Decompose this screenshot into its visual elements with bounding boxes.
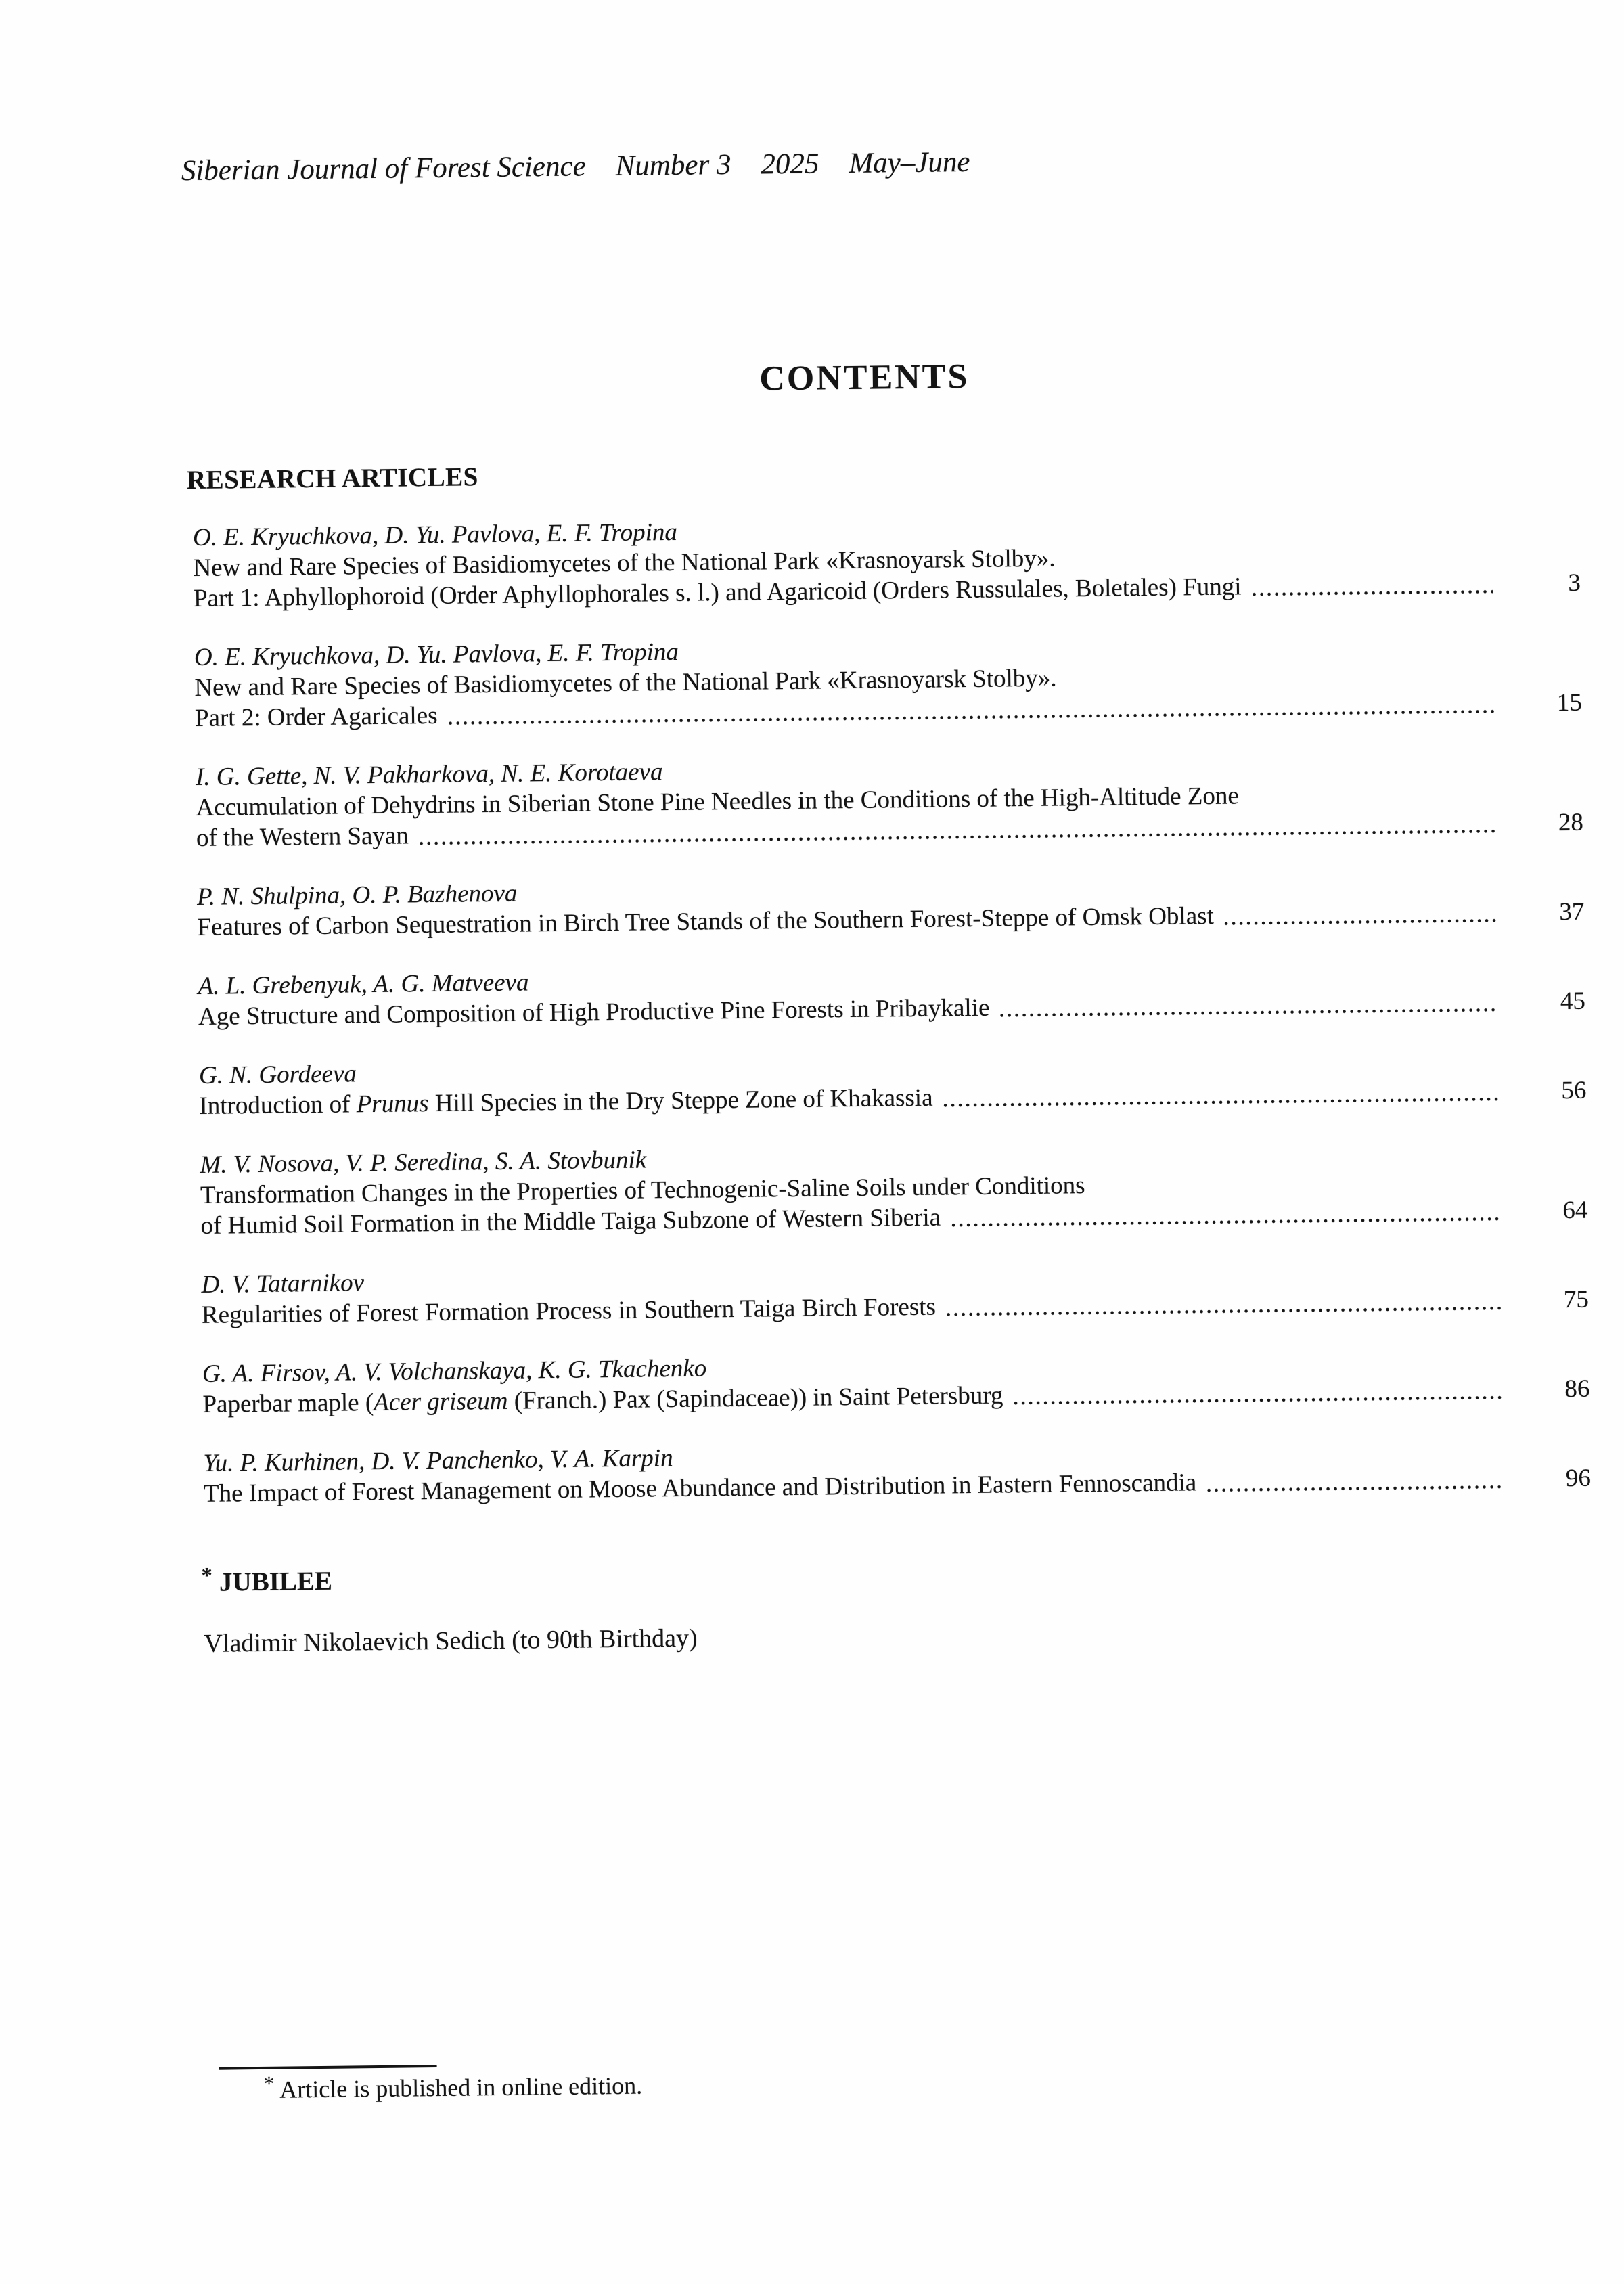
dot-leader <box>1014 1374 1502 1410</box>
issue-number: Number 3 <box>615 148 731 182</box>
entry-authors: D. V. Tatarnikov <box>201 1269 365 1299</box>
dot-leader <box>1252 568 1493 602</box>
page-number: 37 <box>1559 897 1585 926</box>
toc-entry <box>193 507 1581 614</box>
title-segment: Part 1: Aphyllophoroid (Order Aphyllophorales s. l.) and Agaricoid (Orders Russulales, Boletales) Fungi <box>193 573 1242 612</box>
toc-entry <box>199 1045 1587 1121</box>
footnote-marker: * <box>263 2072 275 2096</box>
toc-list <box>193 507 1591 1509</box>
entry-authors: O. E. Kryuchkova, D. Yu. Pavlova, E. F. Tropina <box>192 518 678 552</box>
toc-entry <box>194 627 1582 734</box>
title-segment: Accumulation of Dehydrins in Siberian Stone Pine Needles in the Conditions of the High-Altitude Zone <box>196 782 1240 822</box>
footnote-rule <box>219 2065 437 2070</box>
page-number: 64 <box>1562 1196 1588 1225</box>
toc-entry <box>196 746 1583 853</box>
title-segment: Hill Species in the Dry Steppe Zone of Khakassia <box>428 1083 933 1118</box>
page-number: 56 <box>1561 1076 1587 1105</box>
journal-title: Siberian Journal of Forest Science <box>181 150 586 187</box>
entry-authors: P. N. Shulpina, O. P. Bazhenova <box>196 879 518 911</box>
entry-authors: G. N. Gordeeva <box>198 1060 357 1090</box>
latin-name: Prunus <box>356 1090 429 1119</box>
title-segment: Introduction of <box>199 1090 357 1120</box>
entry-authors: O. E. Kryuchkova, D. Yu. Pavlova, E. F. Tropina <box>194 637 679 671</box>
dot-leader <box>947 1285 1501 1322</box>
page-number: 45 <box>1560 987 1586 1016</box>
dot-leader <box>1225 897 1497 931</box>
contents-title: CONTENTS <box>759 357 970 399</box>
dot-leader <box>1207 1464 1503 1498</box>
entry-authors: I. G. Gette, N. V. Pakharkova, N. E. Korotaeva <box>195 758 663 791</box>
jubilee-item: Vladimir Nikolaevich Sedich (to 90th Birthday) <box>204 1624 698 1658</box>
title-segment: New and Rare Species of Basidiomycetes of the National Park «Krasnoyarsk Stolby». <box>193 544 1056 582</box>
entry-authors: Yu. P. Kurhinen, D. V. Panchenko, V. A. Karpin <box>203 1444 673 1477</box>
page-number: 75 <box>1563 1285 1589 1314</box>
toc-entry <box>198 956 1585 1032</box>
page-number: 28 <box>1558 808 1584 837</box>
issue-year: 2025 <box>761 148 819 181</box>
dot-leader <box>951 1196 1500 1232</box>
page-number: 3 <box>1568 568 1581 597</box>
toc-entry <box>202 1343 1590 1420</box>
running-header <box>181 138 1620 188</box>
jubilee-label: JUBILEE <box>219 1566 333 1597</box>
entry-title-text <box>195 700 438 734</box>
footnote-text <box>219 2071 643 2107</box>
section-research-articles: RESEARCH ARTICLES <box>186 462 479 495</box>
footnote-body: Article is published in online edition. <box>279 2072 643 2103</box>
title-segment: of the Western Sayan <box>196 822 409 852</box>
title-segment: of Humid Soil Formation in the Middle Taiga Subzone of Western Siberia <box>200 1203 941 1240</box>
title-segment: The Impact of Forest Management on Moose Abundance and Distribution in Eastern Fennoscandia <box>203 1469 1197 1508</box>
toc-entry <box>201 1254 1589 1330</box>
toc-entry <box>197 866 1585 943</box>
title-segment: Regularities of Forest Formation Process in Southern Taiga Birch Forests <box>201 1293 937 1329</box>
footnote <box>219 2063 643 2107</box>
title-segment: Transformation Changes in the Properties of Technogenic-Saline Soils under Conditions <box>200 1171 1085 1209</box>
dot-leader <box>1000 987 1497 1023</box>
entry-authors: G. A. Firsov, A. V. Volchanskaya, K. G. Tkachenko <box>202 1354 707 1388</box>
page-number: 96 <box>1565 1464 1592 1493</box>
title-segment: (Franch.) Pax (Sapindaceae)) in Saint Petersburg <box>508 1381 1003 1415</box>
title-segment: Features of Carbon Sequestration in Birch Tree Stands of the Southern Forest-Steppe of Omsk Oblast <box>197 901 1215 941</box>
entry-authors: A. L. Grebenyuk, A. G. Matveeva <box>198 968 529 1000</box>
dot-leader <box>943 1076 1498 1113</box>
entry-authors: M. V. Nosova, V. P. Seredina, S. A. Stovbunik <box>200 1146 647 1179</box>
jubilee-footnote-marker: * <box>201 1563 213 1589</box>
page-number: 15 <box>1556 688 1583 717</box>
entry-title-text <box>196 820 409 853</box>
issue-months: May–June <box>849 145 970 179</box>
toc-entry <box>203 1433 1591 1509</box>
title-segment: Paperbar maple ( <box>202 1389 374 1418</box>
title-segment: Age Structure and Composition of High Productive Pine Forests in Pribaykalie <box>198 993 990 1031</box>
toc-entry <box>200 1134 1587 1241</box>
title-segment: New and Rare Species of Basidiomycetes of the National Park «Krasnoyarsk Stolby». <box>194 664 1057 702</box>
title-segment: Part 2: Order Agaricales <box>194 701 438 732</box>
section-jubilee <box>201 1551 1624 1599</box>
page-number: 86 <box>1564 1374 1590 1404</box>
latin-name: Acer griseum <box>373 1387 508 1417</box>
